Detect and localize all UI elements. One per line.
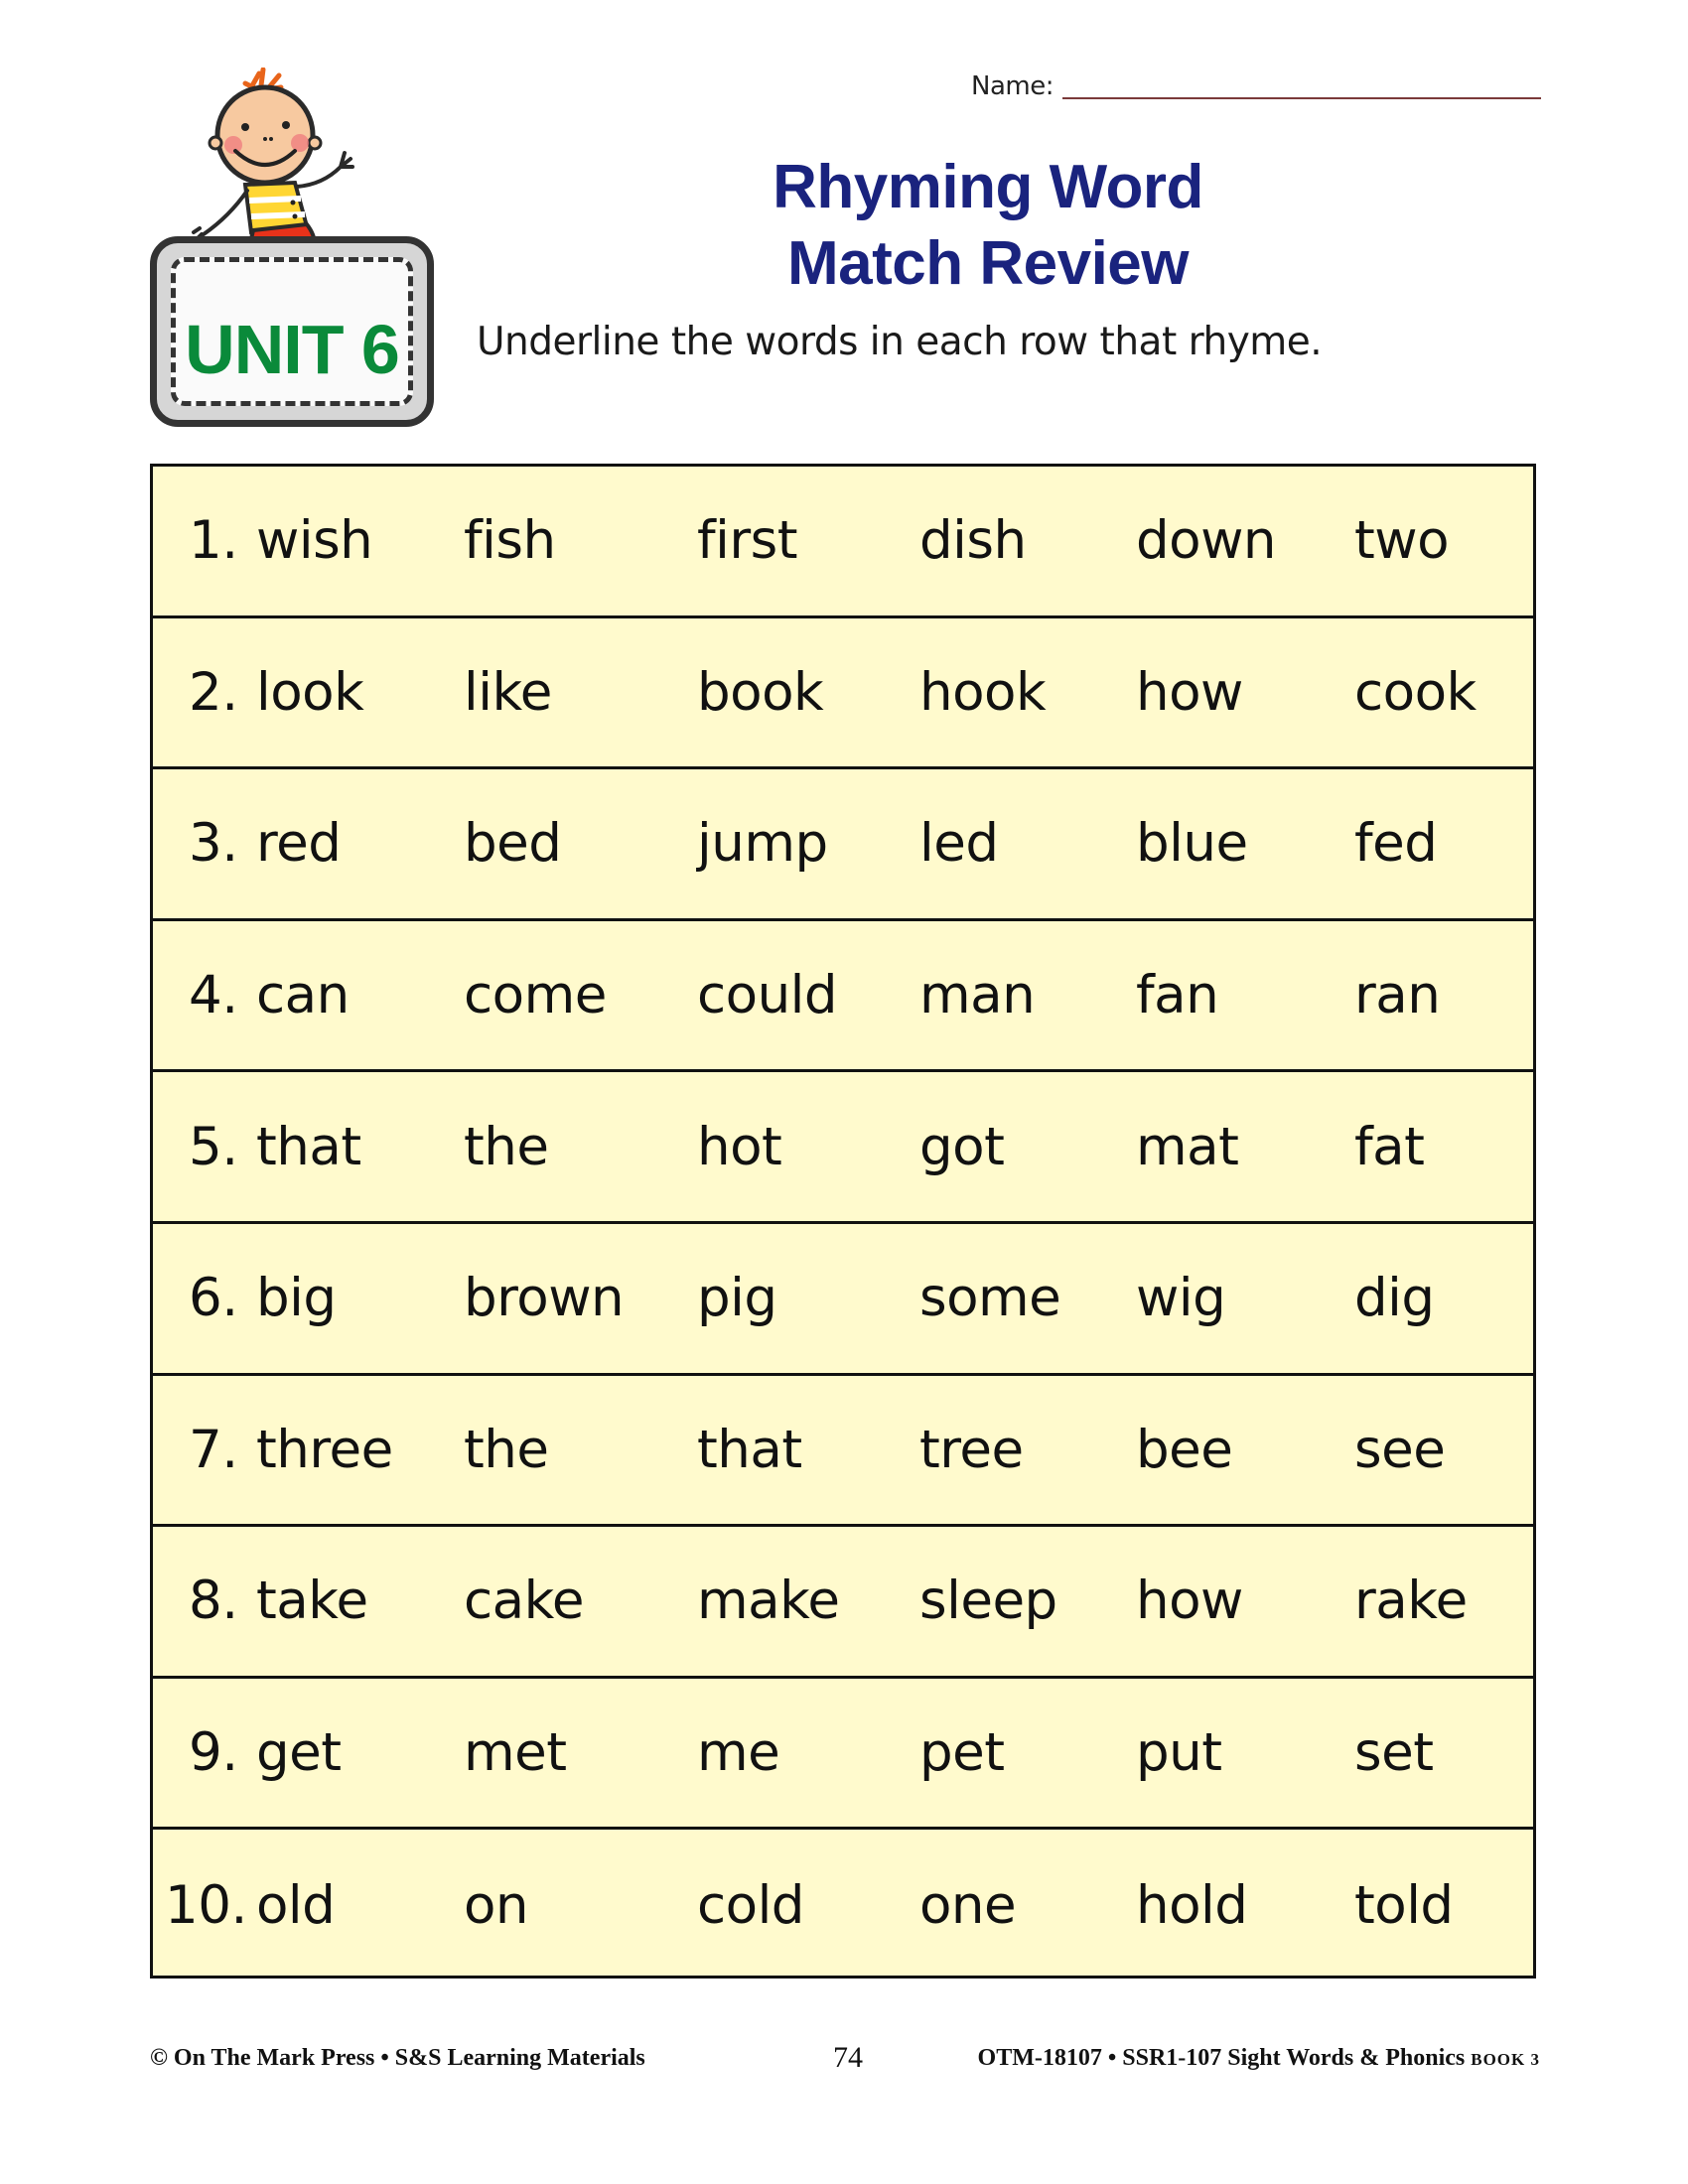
worksheet-row-7 — [153, 1376, 1533, 1528]
word[interactable]: book — [697, 661, 824, 723]
row-number: 8. — [189, 1570, 238, 1632]
word[interactable]: blue — [1136, 813, 1248, 875]
word[interactable]: met — [464, 1722, 567, 1784]
row-number: 5. — [189, 1116, 238, 1177]
product-code — [978, 2045, 1540, 2072]
unit-badge — [144, 68, 447, 440]
page-title-line-2: Match Review — [786, 229, 1190, 298]
word[interactable]: brown — [464, 1268, 625, 1329]
word[interactable]: got — [919, 1116, 1005, 1177]
name-underline[interactable] — [1062, 97, 1541, 99]
word[interactable]: see — [1354, 1419, 1446, 1480]
row-number: 9. — [189, 1722, 238, 1784]
word[interactable]: put — [1136, 1722, 1222, 1784]
word[interactable]: two — [1354, 510, 1450, 572]
word[interactable]: wig — [1136, 1268, 1226, 1329]
unit-frame-dashed — [171, 257, 413, 406]
word[interactable]: hold — [1136, 1875, 1248, 1937]
word[interactable]: can — [256, 965, 350, 1026]
word[interactable]: me — [697, 1722, 780, 1784]
word[interactable]: that — [256, 1116, 361, 1177]
instructions: Underline the words in each row that rhyme. — [477, 320, 1323, 364]
word[interactable]: old — [256, 1875, 336, 1937]
word[interactable]: how — [1136, 1570, 1243, 1632]
worksheet-row-10 — [153, 1830, 1533, 1981]
worksheet-row-6 — [153, 1224, 1533, 1376]
word[interactable]: one — [919, 1875, 1017, 1937]
rhyming-worksheet-table — [150, 464, 1536, 1979]
page-number: 74 — [833, 2041, 863, 2074]
word[interactable]: told — [1354, 1875, 1454, 1937]
word[interactable]: come — [464, 965, 607, 1026]
word[interactable]: the — [464, 1419, 549, 1480]
word[interactable]: dig — [1354, 1268, 1435, 1329]
word[interactable]: look — [256, 661, 364, 723]
row-number: 6. — [189, 1268, 238, 1329]
word[interactable]: jump — [697, 813, 828, 875]
name-field[interactable] — [971, 69, 1541, 109]
word[interactable]: tree — [919, 1419, 1024, 1480]
word[interactable]: man — [919, 965, 1036, 1026]
word[interactable]: could — [697, 965, 838, 1026]
word[interactable]: three — [256, 1419, 393, 1480]
word[interactable]: fat — [1354, 1116, 1425, 1177]
word[interactable]: cold — [697, 1875, 804, 1937]
word[interactable]: fed — [1354, 813, 1438, 875]
word[interactable]: set — [1354, 1722, 1434, 1784]
row-number: 10. — [165, 1875, 247, 1937]
word[interactable]: cook — [1354, 661, 1477, 723]
row-number: 4. — [189, 965, 238, 1026]
word[interactable]: pig — [697, 1268, 777, 1329]
worksheet-row-9 — [153, 1679, 1533, 1831]
word[interactable]: down — [1136, 510, 1277, 572]
page-title — [695, 149, 1281, 302]
word[interactable]: on — [464, 1875, 529, 1937]
word[interactable]: red — [256, 813, 342, 875]
word[interactable]: wish — [256, 510, 373, 572]
word[interactable]: that — [697, 1419, 802, 1480]
product-code-text: OTM-18107 • SSR1-107 Sight Words & Phonics — [977, 2045, 1472, 2071]
word[interactable]: hook — [919, 661, 1047, 723]
worksheet-row-1 — [153, 467, 1533, 618]
word[interactable]: pet — [919, 1722, 1005, 1784]
row-number: 3. — [189, 813, 238, 875]
word[interactable]: bed — [464, 813, 562, 875]
word[interactable]: fan — [1136, 965, 1219, 1026]
unit-label: UNIT 6 — [185, 311, 399, 388]
word[interactable]: like — [464, 661, 552, 723]
unit-frame — [150, 236, 434, 427]
worksheet-row-5 — [153, 1072, 1533, 1224]
word[interactable]: fish — [464, 510, 556, 572]
row-number: 7. — [189, 1419, 238, 1480]
page-footer — [150, 2041, 1540, 2085]
word[interactable]: first — [697, 510, 798, 572]
row-number: 2. — [189, 661, 238, 723]
publisher-credit: © On The Mark Press • S&S Learning Materials — [150, 2045, 645, 2071]
worksheet-row-2 — [153, 618, 1533, 770]
book-label: BOOK 3 — [1471, 2050, 1540, 2069]
worksheet-row-8 — [153, 1527, 1533, 1679]
word[interactable]: how — [1136, 661, 1243, 723]
word[interactable]: dish — [919, 510, 1027, 572]
word[interactable]: take — [256, 1570, 368, 1632]
name-label: Name: — [971, 71, 1054, 101]
word[interactable]: mat — [1136, 1116, 1239, 1177]
word[interactable]: make — [697, 1570, 840, 1632]
word[interactable]: the — [464, 1116, 549, 1177]
word[interactable]: get — [256, 1722, 342, 1784]
word[interactable]: cake — [464, 1570, 585, 1632]
word[interactable]: big — [256, 1268, 337, 1329]
worksheet-row-3 — [153, 769, 1533, 921]
word[interactable]: ran — [1354, 965, 1441, 1026]
word[interactable]: hot — [697, 1116, 782, 1177]
page-title-line-1: Rhyming Word — [773, 153, 1203, 221]
word[interactable]: some — [919, 1268, 1061, 1329]
word[interactable]: rake — [1354, 1570, 1468, 1632]
row-number: 1. — [189, 510, 238, 572]
word[interactable]: led — [919, 813, 999, 875]
word[interactable]: bee — [1136, 1419, 1233, 1480]
worksheet-row-4 — [153, 921, 1533, 1073]
word[interactable]: sleep — [919, 1570, 1057, 1632]
